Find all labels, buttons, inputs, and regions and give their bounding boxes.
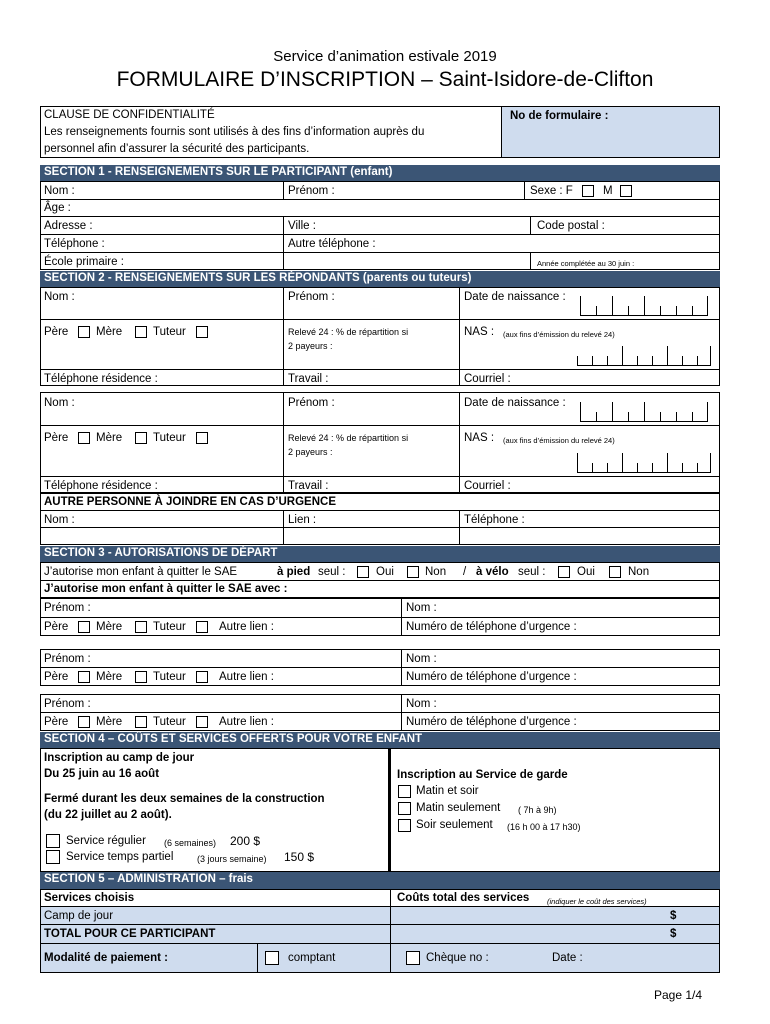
service-regulier-note: (6 semaines): [164, 838, 217, 848]
cheque-label: Chèque no :: [426, 952, 489, 964]
respondent-1-nas-note: (aux fins d’émission du relevé 24): [503, 330, 615, 339]
garde-soir-label: Soir seulement: [416, 819, 493, 831]
authorized-3-pere-checkbox[interactable]: [78, 716, 90, 728]
authorized-2-urgence-label: Numéro de téléphone d’urgence :: [406, 671, 577, 683]
camp-de-jour-dollar: $: [670, 910, 677, 922]
participant-sexe-label: Sexe : F: [530, 185, 573, 197]
respondent-2-tuteur-checkbox[interactable]: [196, 432, 208, 444]
respondent-2-pere-label: Père: [44, 432, 69, 444]
camp-de-jour-label: Camp de jour: [44, 910, 114, 922]
respondent-1-pere-checkbox[interactable]: [78, 326, 90, 338]
comptant-label: comptant: [288, 952, 336, 964]
section-5-header: SECTION 5 – ADMINISTRATION – frais: [40, 872, 720, 889]
form-number-label: No de formulaire :: [510, 110, 609, 122]
garde-matin-hours: ( 7h à 9h): [518, 805, 557, 815]
a-pied-oui-label: Oui: [376, 566, 394, 578]
participant-code-postal-label: Code postal :: [537, 220, 605, 232]
authorized-1-tuteur-label: Tuteur: [153, 621, 186, 633]
form-title: FORMULAIRE D’INSCRIPTION – Saint-Isidore-de-Clifton: [116, 68, 654, 91]
camp-dates: Du 25 juin au 16 août: [44, 768, 160, 780]
respondent-2-releve-line1: Relevé 24 : % de répartition si: [288, 433, 409, 443]
camp-closed-line1: Fermé durant les deux semaines de la construction: [44, 793, 325, 805]
section-3-header: SECTION 3 - AUTORISATIONS DE DÉPART: [40, 546, 720, 562]
a-velo-label: à vélo: [476, 566, 509, 578]
authorized-2-autre-lien-label: Autre lien :: [219, 671, 274, 683]
authorized-3-mere-checkbox[interactable]: [135, 716, 147, 728]
respondent-1-tuteur-label: Tuteur: [153, 326, 186, 338]
respondent-2-prenom-label: Prénom :: [288, 397, 335, 409]
service-regulier-label: Service régulier: [66, 835, 146, 847]
participant-ville-label: Ville :: [288, 220, 316, 232]
autorise-prefix: J’autorise mon enfant à quitter le SAE: [44, 566, 238, 578]
respondent-1-travail-label: Travail :: [288, 373, 329, 385]
respondent-2-dob-label: Date de naissance :: [464, 397, 566, 409]
service-regulier-checkbox[interactable]: [46, 834, 60, 848]
garde-soir-hours: (16 h 00 à 17 h30): [507, 822, 581, 832]
authorized-3-prenom-label: Prénom :: [44, 698, 91, 710]
total-label: TOTAL POUR CE PARTICIPANT: [44, 928, 216, 940]
form-subtitle: Service d’animation estivale 2019: [273, 48, 497, 65]
respondent-2-mere-checkbox[interactable]: [135, 432, 147, 444]
section-1-header: SECTION 1 - RENSEIGNEMENTS SUR LE PARTICIPANT (enfant): [40, 165, 720, 181]
participant-adresse-label: Adresse :: [44, 220, 93, 232]
respondent-2-pere-checkbox[interactable]: [78, 432, 90, 444]
authorized-3-pere-label: Père: [44, 716, 69, 728]
page-number: Page 1/4: [654, 988, 703, 1002]
authorized-3-urgence-label: Numéro de téléphone d’urgence :: [406, 716, 577, 728]
payment-date-label: Date :: [552, 952, 583, 964]
respondent-2-nas-label: NAS :: [464, 432, 495, 444]
a-velo-oui-checkbox[interactable]: [558, 566, 570, 578]
authorized-2-pere-label: Père: [44, 671, 69, 683]
respondent-1-pere-label: Père: [44, 326, 69, 338]
section-2-header: SECTION 2 - RENSEIGNEMENTS SUR LES RÉPONDANTS (parents ou tuteurs): [40, 271, 720, 287]
respondent-2-nas-boxes[interactable]: [577, 453, 711, 473]
authorized-1-pere-label: Père: [44, 621, 69, 633]
authorized-2-nom-label: Nom :: [406, 653, 437, 665]
respondent-1-releve-line1: Relevé 24 : % de répartition si: [288, 327, 409, 337]
respondent-2-tuteur-label: Tuteur: [153, 432, 186, 444]
respondent-2-mere-label: Mère: [96, 432, 123, 444]
section-4-header: SECTION 4 – COÛTS ET SERVICES OFFERTS POUR VOTRE ENFANT: [40, 732, 720, 748]
camp-title: Inscription au camp de jour: [44, 752, 195, 764]
a-velo-non-checkbox[interactable]: [609, 566, 621, 578]
participant-nom-label: Nom :: [44, 185, 75, 197]
a-pied-non-checkbox[interactable]: [407, 566, 419, 578]
authorized-1-mere-label: Mère: [96, 621, 123, 633]
authorized-2-mere-checkbox[interactable]: [135, 671, 147, 683]
service-partiel-checkbox[interactable]: [46, 850, 60, 864]
participant-age-label: Âge :: [44, 202, 71, 214]
participant-autre-telephone-label: Autre téléphone :: [288, 238, 376, 250]
authorized-1-tuteur-checkbox[interactable]: [196, 621, 208, 633]
participant-prenom-label: Prénom :: [288, 185, 335, 197]
service-partiel-price: 150 $: [284, 850, 315, 864]
service-partiel-note: (3 jours semaine): [197, 854, 267, 864]
respondent-1-dob-label: Date de naissance :: [464, 291, 566, 303]
a-velo-non-label: Non: [628, 566, 650, 578]
respondent-1-nas-label: NAS :: [464, 326, 495, 338]
respondent-2-tel-residence-label: Téléphone résidence :: [44, 480, 158, 492]
garde-matin-soir-checkbox[interactable]: [398, 785, 411, 798]
a-velo-oui-label: Oui: [577, 566, 595, 578]
sexe-m-label: M: [603, 185, 613, 197]
service-partiel-label: Service temps partiel: [66, 851, 174, 863]
emergency-nom-label: Nom :: [44, 514, 75, 526]
services-choisis-label: Services choisis: [44, 892, 135, 904]
respondent-1-releve-line2: 2 payeurs :: [288, 341, 333, 351]
authorized-1-mere-checkbox[interactable]: [135, 621, 147, 633]
cheque-checkbox[interactable]: [406, 951, 420, 965]
respondent-2-nom-label: Nom :: [44, 397, 75, 409]
authorized-1-nom-label: Nom :: [406, 602, 437, 614]
a-pied-label: à pied: [277, 566, 311, 578]
respondent-1-mere-checkbox[interactable]: [135, 326, 147, 338]
respondent-2-releve-line2: 2 payeurs :: [288, 447, 333, 457]
authorized-2-mere-label: Mère: [96, 671, 123, 683]
authorized-3-tuteur-checkbox[interactable]: [196, 716, 208, 728]
a-pied-non-label: Non: [425, 566, 447, 578]
a-pied-oui-checkbox[interactable]: [357, 566, 369, 578]
garde-matin-checkbox[interactable]: [398, 802, 411, 815]
authorized-1-pere-checkbox[interactable]: [78, 621, 90, 633]
sexe-m-checkbox[interactable]: [620, 185, 632, 197]
couts-total-note: (indiquer le coût des services): [547, 897, 647, 906]
a-velo-seul-label: seul :: [518, 566, 546, 578]
option-separator: /: [463, 566, 467, 578]
modalite-label: Modalité de paiement :: [44, 952, 168, 964]
garde-matin-label: Matin seulement: [416, 802, 501, 814]
camp-de-jour-row-fill[interactable]: [41, 907, 719, 924]
authorized-2-tuteur-label: Tuteur: [153, 671, 186, 683]
garde-matin-soir-label: Matin et soir: [416, 785, 479, 797]
couts-total-label: Coûts total des services: [397, 892, 530, 904]
camp-closed-line2: (du 22 juillet au 2 août).: [44, 809, 172, 821]
respondent-1-prenom-label: Prénom :: [288, 291, 335, 303]
authorized-2-tuteur-checkbox[interactable]: [196, 671, 208, 683]
respondent-2-nas-note: (aux fins d’émission du relevé 24): [503, 436, 615, 445]
confidentiality-text-1: Les renseignements fournis sont utilisés à des fins d’information auprès du: [44, 126, 425, 138]
participant-annee-label: Année complétée au 30 juin :: [537, 259, 635, 268]
respondent-1-tuteur-checkbox[interactable]: [196, 326, 208, 338]
authorized-3-nom-label: Nom :: [406, 698, 437, 710]
authorized-2-prenom-label: Prénom :: [44, 653, 91, 665]
emergency-contact-title: AUTRE PERSONNE À JOINDRE EN CAS D’URGENCE: [44, 496, 337, 508]
emergency-lien-label: Lien :: [288, 514, 317, 526]
authorized-3-autre-lien-label: Autre lien :: [219, 716, 274, 728]
authorized-2-pere-checkbox[interactable]: [78, 671, 90, 683]
service-regulier-price: 200 $: [230, 834, 261, 848]
participant-telephone-label: Téléphone :: [44, 238, 105, 250]
respondent-2-courriel-label: Courriel :: [464, 480, 511, 492]
authorized-1-urgence-label: Numéro de téléphone d’urgence :: [406, 621, 577, 633]
sexe-f-checkbox[interactable]: [582, 185, 594, 197]
comptant-checkbox[interactable]: [265, 951, 279, 965]
confidentiality-title: CLAUSE DE CONFIDENTIALITÉ: [44, 109, 215, 121]
respondent-1-dob-boxes[interactable]: [580, 296, 708, 316]
respondent-1-nom-label: Nom :: [44, 291, 75, 303]
section-4-divider: [388, 748, 391, 872]
emergency-telephone-label: Téléphone :: [464, 514, 525, 526]
authorized-3-mere-label: Mère: [96, 716, 123, 728]
respondent-2-dob-boxes[interactable]: [580, 402, 708, 422]
authorized-3-tuteur-label: Tuteur: [153, 716, 186, 728]
confidentiality-text-2: personnel afin d’assurer la sécurité des participants.: [44, 143, 310, 155]
respondent-2-travail-label: Travail :: [288, 480, 329, 492]
respondent-1-tel-residence-label: Téléphone résidence :: [44, 373, 158, 385]
garde-title: Inscription au Service de garde: [397, 769, 568, 781]
participant-ecole-label: École primaire :: [44, 256, 124, 268]
autorise-avec-label: J’autorise mon enfant à quitter le SAE avec :: [44, 583, 288, 595]
authorized-1-autre-lien-label: Autre lien :: [219, 621, 274, 633]
respondent-1-nas-boxes[interactable]: [577, 346, 711, 366]
a-pied-seul-label: seul :: [318, 566, 346, 578]
garde-soir-checkbox[interactable]: [398, 819, 411, 832]
respondent-1-courriel-label: Courriel :: [464, 373, 511, 385]
respondent-1-mere-label: Mère: [96, 326, 123, 338]
total-dollar: $: [670, 928, 677, 940]
authorized-1-prenom-label: Prénom :: [44, 602, 91, 614]
